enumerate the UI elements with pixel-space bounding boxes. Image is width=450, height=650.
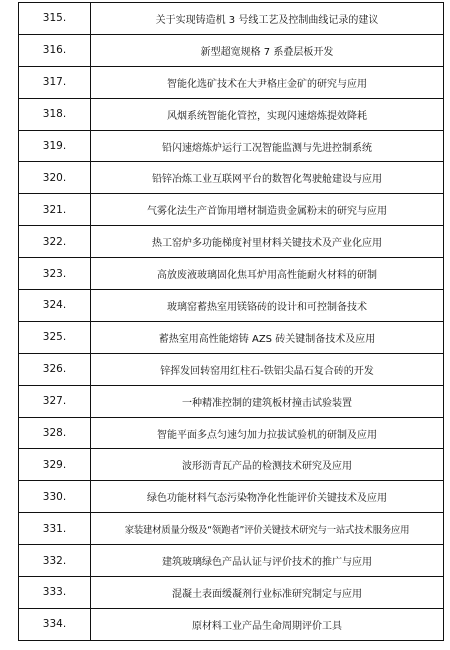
project-title: 新型超宽规格 7 系叠层板开发 [200, 46, 334, 58]
table-row [19, 162, 443, 194]
project-title: 热工窑炉多功能梯度衬里材料关键技术及产业化应用 [152, 238, 382, 250]
project-title: 风烟系统智能化管控，实现闪速熔炼提效降耗 [167, 110, 367, 122]
row-number: 329. [19, 449, 91, 480]
row-number: 333. [19, 577, 91, 608]
row-number: 322. [19, 226, 91, 257]
table-row [19, 258, 443, 290]
row-number: 320. [19, 162, 91, 193]
table-row [19, 290, 443, 322]
project-title: 关于实现铸造机 3 号线工艺及控制曲线记录的建议 [155, 14, 379, 26]
row-number: 325. [19, 322, 91, 353]
project-title: 智能化选矿技术在大尹格庄金矿的研究与应用 [167, 78, 367, 90]
project-title: 建筑玻璃绿色产品认证与评价技术的推广与应用 [162, 557, 372, 569]
table-row [19, 322, 443, 354]
row-number: 324. [19, 290, 91, 321]
table-row [19, 449, 443, 481]
row-number: 315. [19, 3, 91, 34]
project-title: 原材料工业产品生命周期评价工具 [192, 620, 342, 632]
table-row [19, 99, 443, 131]
row-number: 332. [19, 545, 91, 576]
table-row [19, 577, 443, 609]
project-title: 一种精准控制的建筑板材撞击试验装置 [182, 397, 352, 409]
table-row [19, 226, 443, 258]
project-title: 混凝土表面缓凝剂行业标准研究制定与应用 [172, 588, 362, 600]
table-row [19, 609, 443, 641]
project-table [18, 2, 444, 641]
project-title: 波形沥青瓦产品的检测技术研究及应用 [182, 461, 352, 473]
row-number: 316. [19, 35, 91, 66]
row-number: 331. [19, 513, 91, 544]
project-title: 气雾化法生产首饰用增材制造贵金属粉末的研究与应用 [147, 206, 387, 218]
project-title: 玻璃窑蓄热室用镁铬砖的设计和可控制备技术 [167, 301, 367, 313]
project-title: 绿色功能材料气态污染物净化性能评价关键技术及应用 [147, 493, 387, 505]
table-row [19, 481, 443, 513]
row-number: 328. [19, 418, 91, 449]
project-title: 锌挥发回转窑用红柱石-铁铝尖晶石复合砖的开发 [160, 365, 374, 377]
row-number: 321. [19, 194, 91, 225]
row-number: 319. [19, 131, 91, 162]
row-number: 323. [19, 258, 91, 289]
row-number: 318. [19, 99, 91, 130]
table-row [19, 3, 443, 35]
project-title: 铅闪速熔炼炉运行工况智能监测与先进控制系统 [162, 142, 372, 154]
table-row [19, 35, 443, 67]
table-row [19, 545, 443, 577]
table-row [19, 513, 443, 545]
table-row [19, 386, 443, 418]
row-number: 334. [19, 609, 91, 640]
row-number: 317. [19, 67, 91, 98]
row-number: 327. [19, 386, 91, 417]
project-title: 智能平面多点匀速匀加力拉拔试验机的研制及应用 [157, 429, 377, 441]
project-title: 铅锌冶炼工业互联网平台的数智化驾驶舱建设与应用 [152, 174, 382, 186]
table-row [19, 131, 443, 163]
row-number: 330. [19, 481, 91, 512]
table-row [19, 418, 443, 450]
table-row [19, 67, 443, 99]
table-row [19, 194, 443, 226]
project-title: 高放废液玻璃固化焦耳炉用高性能耐火材料的研制 [157, 270, 377, 282]
project-title: 家装建材质量分级及“领跑者”评价关键技术研究与一站式技术服务应用 [124, 524, 410, 536]
table-row [19, 354, 443, 386]
project-title: 蓄热室用高性能熔铸 AZS 砖关键制备技术及应用 [158, 333, 376, 345]
row-number: 326. [19, 354, 91, 385]
